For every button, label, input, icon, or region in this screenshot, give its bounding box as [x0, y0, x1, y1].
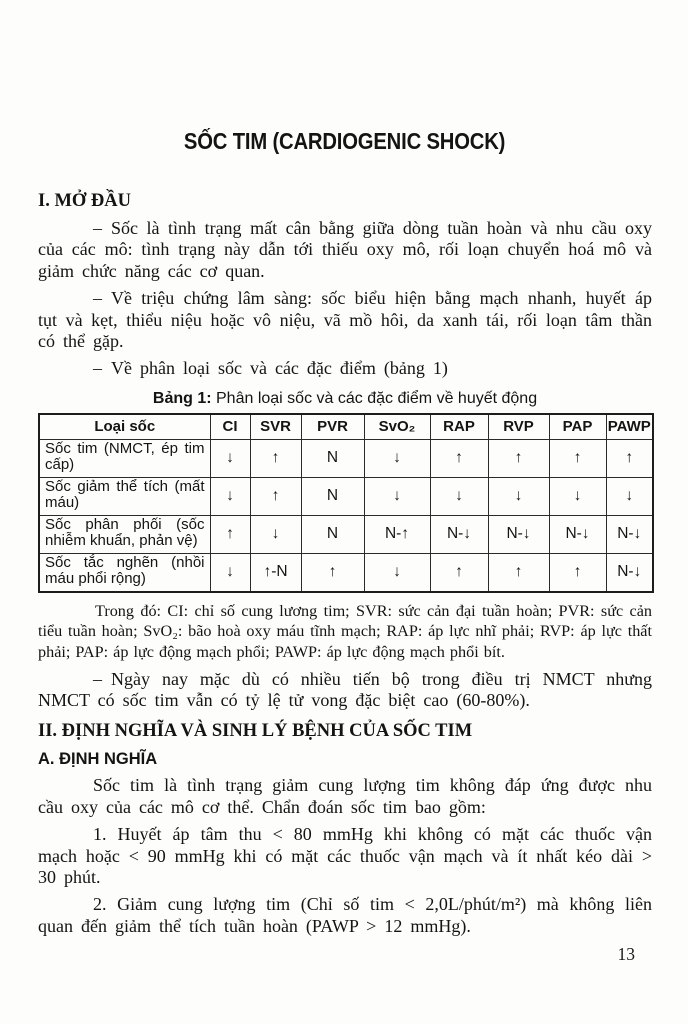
table-cell: ↑ — [250, 439, 301, 477]
table-cell: N-↓ — [606, 553, 653, 592]
table-cell: ↑ — [301, 553, 364, 592]
table-cell: ↑ — [549, 439, 606, 477]
table-cell: ↑ — [549, 553, 606, 592]
page-title — [38, 128, 652, 155]
table-cell: ↓ — [488, 477, 549, 515]
section-heading-dinh-nghia: II. ĐỊNH NGHĨA VÀ SINH LÝ BỆNH CỦA SỐC TIM — [38, 721, 473, 742]
table-cell: ↓ — [250, 515, 301, 553]
page-content — [38, 0, 652, 937]
table-row-soc-tim — [39, 439, 653, 477]
paragraph-classification: – Về phân loại sốc và các đặc điểm (bảng 1) — [93, 358, 448, 379]
page-number: 13 — [617, 944, 635, 964]
table-cell: ↑ — [430, 553, 488, 592]
table-cell: ↓ — [430, 477, 488, 515]
table-cell: N-↓ — [606, 515, 653, 553]
header-cell-svo2: SvO₂ — [364, 414, 430, 440]
table-note: Trong đó: CI: chỉ số cung lương tim; SVR: sức cản đại tuần hoàn; PVR: sức cản tiểu tuần hoàn; SvO₂: bão hoà oxy máu tĩnh mạch; RAP: áp lực nhĩ phải; RVP: áp lực thất phải; PAP: áp lực động mạch phổi; PAWP: áp lực động mạch phổi bít. — [38, 601, 652, 662]
table-cell: ↓ — [364, 439, 430, 477]
table-caption-label: Bảng 1: — [152, 389, 212, 407]
paragraph-mortality: – Ngày nay mặc dù có nhiều tiến bộ trong điều trị NMCT nhưng NMCT có sốc tim vẫn có tỷ lệ tử vong đặc biệt cao (60-80%). — [38, 668, 652, 711]
paragraph-criterion-1: 1. Huyết áp tâm thu < 80 mmHg khi không có mặt các thuốc vận mạch hoặc < 90 mmHg khi có mặt các thuốc vận mạch và ít nhất kéo dài > 30 phút. — [38, 824, 652, 888]
table-cell: ↑ — [250, 477, 301, 515]
table-cell: N-↓ — [549, 515, 606, 553]
table-row-soc-tac-nghen — [39, 553, 653, 592]
header-cell-loai-soc: Loại sốc — [39, 414, 210, 440]
table-cell: ↑ — [606, 439, 653, 477]
table-cell: N — [301, 515, 364, 553]
paragraph-clinical-signs: – Về triệu chứng lâm sàng: sốc biểu hiện bằng mạch nhanh, huyết áp tụt và kẹt, thiểu niệu hoặc vô niệu, vã mồ hôi, da xanh tái, rối loạn tâm thần có thể gặp. — [38, 288, 652, 352]
table-cell: N-↓ — [430, 515, 488, 553]
table-cell: Sốc tắc nghẽn (nhồi máu phổi rộng) — [39, 553, 210, 592]
table-cell: ↓ — [549, 477, 606, 515]
paragraph-criterion-2: 2. Giảm cung lượng tim (Chỉ số tim < 2,0L/phút/m²) mà không liên quan đến giảm thể tích tuần hoàn (PAWP > 12 mmHg). — [38, 894, 652, 936]
header-cell-pawp: PAWP — [606, 414, 653, 440]
table-cell: ↑-N — [250, 553, 301, 592]
table-cell: ↓ — [606, 477, 653, 515]
paragraph-cardiogenic-definition: Sốc tim là tình trạng giảm cung lượng tim không đáp ứng được nhu cầu oxy của các mô cơ thể. Chẩn đoán sốc tim bao gồm: — [38, 775, 652, 817]
table-cell: ↓ — [364, 553, 430, 592]
table-cell: ↑ — [488, 439, 549, 477]
table-cell: N-↑ — [364, 515, 430, 553]
table-row-soc-giam-the-tich — [39, 477, 653, 515]
header-cell-svr: SVR — [250, 414, 301, 440]
table-cell: ↑ — [430, 439, 488, 477]
table-cell: ↓ — [210, 439, 250, 477]
header-cell-rvp: RVP — [488, 414, 549, 440]
section-heading-mo-dau: I. MỞ ĐẦU — [38, 191, 132, 211]
table-cell: N — [301, 477, 364, 515]
header-cell-ci: CI — [210, 414, 250, 440]
header-cell-pvr: PVR — [301, 414, 364, 440]
subsection-heading-dinh-nghia: A. ĐỊNH NGHĨA — [38, 750, 158, 769]
table-cell: Sốc tim (NMCT, ép tim cấp) — [39, 439, 210, 477]
table-cell: ↑ — [210, 515, 250, 553]
hemodynamics-table — [38, 413, 654, 593]
table-cell: Sốc giảm thể tích (mất máu) — [39, 477, 210, 515]
table-row-soc-phan-phoi — [39, 515, 653, 553]
table-caption-text: Phân loại sốc và các đặc điểm về huyết động — [211, 389, 538, 407]
page-title-text: SỐC TIM (CARDIOGENIC SHOCK) — [184, 128, 506, 154]
table-cell: Sốc phân phối (sốc nhiễm khuẩn, phản vệ) — [39, 515, 210, 553]
table-caption — [38, 390, 652, 408]
header-cell-pap: PAP — [549, 414, 606, 440]
header-cell-rap: RAP — [430, 414, 488, 440]
table-cell: ↓ — [364, 477, 430, 515]
table-cell: ↓ — [210, 477, 250, 515]
table-cell: ↑ — [488, 553, 549, 592]
table-cell: ↓ — [210, 553, 250, 592]
table-cell: N — [301, 439, 364, 477]
paragraph-shock-definition: – Sốc là tình trạng mất cân bằng giữa dòng tuần hoàn và nhu cầu oxy của các mô: tình trạng này dẫn tới thiếu oxy mô, rối loạn chuyển hoá mô và giảm chức năng các cơ quan. — [38, 218, 652, 281]
table-cell: N-↓ — [488, 515, 549, 553]
table-header-row — [39, 414, 653, 440]
